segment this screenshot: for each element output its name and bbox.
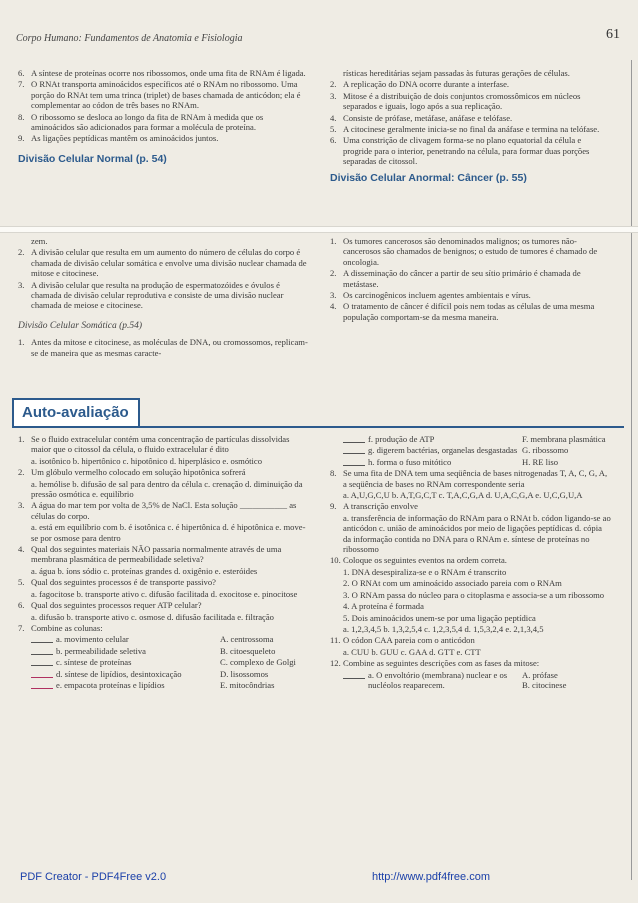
item-text: 5. Dois aminoácidos unem-se por uma ligação peptídica bbox=[343, 612, 536, 623]
footer-url[interactable]: http://www.pdf4free.com bbox=[372, 871, 490, 883]
item-number bbox=[330, 601, 343, 611]
list-item bbox=[18, 337, 308, 358]
match-left: e. empacota proteínas e lipídios bbox=[56, 679, 165, 690]
item-number: 9. bbox=[330, 501, 337, 512]
item-number: 5. bbox=[330, 124, 337, 135]
answer-blank[interactable] bbox=[31, 680, 53, 689]
match-right: C. complexo de Golgi bbox=[220, 657, 296, 668]
item-text: As ligações peptídicas mantêm os aminoácidos juntos. bbox=[31, 133, 219, 144]
list-item bbox=[18, 623, 310, 633]
item-number bbox=[18, 589, 31, 599]
item-number bbox=[330, 68, 343, 78]
match-right: E. mitocôndrias bbox=[220, 679, 275, 690]
top-left-column bbox=[18, 68, 308, 164]
item-text: A citocinese geralmente inicia-se no final da anáfase e termina na telófase. bbox=[343, 124, 600, 135]
list-item bbox=[18, 589, 310, 599]
match-left: f. produção de ATP bbox=[368, 434, 435, 444]
list-item bbox=[330, 613, 612, 623]
item-number bbox=[330, 490, 343, 500]
list-item bbox=[18, 247, 308, 278]
list-item bbox=[18, 479, 310, 500]
quiz-left-column bbox=[18, 434, 310, 691]
list-item bbox=[330, 658, 612, 668]
item-number bbox=[330, 567, 343, 577]
q12-options: A. prófase B. citocinese bbox=[522, 669, 567, 690]
list-item bbox=[330, 555, 612, 565]
normal-division-column bbox=[18, 236, 308, 359]
item-text: a. A,U,G,C,U b. A,T,G,C,T c. T,A,C,G,A d. U,A,C,G,A e. U,C,G,U,A bbox=[343, 490, 583, 501]
item-text: O ribossomo se desloca ao longo da fita de RNAm à medida que os aminoácidos são adicionados para formar a molécula de proteína. bbox=[31, 111, 264, 133]
list-item bbox=[18, 456, 310, 466]
item-text: A divisão celular que resulta na produção de espermatozóides e óvulos é chamada de divisão celular reprodutiva e consiste de uma divisão nuclear chamada de meiose e citocinese. bbox=[31, 279, 284, 311]
item-text: Um glóbulo vermelho colocado em solução hipotônica sofrerá bbox=[31, 467, 246, 478]
item-number bbox=[18, 522, 31, 543]
item-text: Consiste de prófase, metáfase, anáfase e telófase. bbox=[343, 112, 513, 123]
list-item bbox=[18, 112, 308, 133]
item-text: Os carcinogênicos incluem agentes ambientais e vírus. bbox=[343, 290, 531, 301]
item-number bbox=[18, 612, 31, 622]
match-left: c. síntese de proteínas bbox=[56, 657, 132, 668]
list-item bbox=[330, 647, 612, 657]
list-item bbox=[330, 513, 612, 555]
match-row bbox=[31, 657, 310, 667]
item-text: 4. A proteína é formada bbox=[343, 601, 424, 612]
match-right: F. membrana plasmática bbox=[522, 434, 606, 444]
answer-blank[interactable] bbox=[343, 457, 365, 466]
item-text: a. transferência de informação do RNAm para o RNAt b. códon ligando-se ao anticódon c. união de aminoácidos por meio de ligações peptídicas d. cópia da informação contida no DNA para o RNAm e. síntese de proteínas no ribossomo bbox=[343, 512, 611, 555]
item-text: 3. O RNAm passa do núcleo para o citoplasma e associa-se a um ribossomo bbox=[343, 589, 605, 600]
item-number: 2. bbox=[18, 247, 25, 258]
list-item bbox=[330, 501, 612, 511]
item-number: 2. bbox=[330, 79, 337, 90]
item-number: 6. bbox=[18, 600, 25, 611]
match-row bbox=[343, 434, 612, 444]
item-text: A disseminação do câncer a partir de seu sítio primário é chamada de metástase. bbox=[343, 268, 581, 289]
answer-blank[interactable] bbox=[31, 634, 53, 643]
match-row bbox=[343, 445, 612, 455]
item-text: 1. DNA desespiraliza-se e o RNAm é transcrito bbox=[343, 566, 507, 577]
match-left: g. digerem bactérias, organelas desgastadas bbox=[368, 445, 518, 456]
list-item bbox=[330, 490, 612, 500]
match-right: H. RE liso bbox=[522, 456, 559, 467]
somatic-list bbox=[18, 337, 308, 358]
answer-blank[interactable] bbox=[343, 445, 365, 454]
footer-creator: PDF Creator - PDF4Free v2.0 bbox=[20, 871, 167, 883]
list-item bbox=[18, 522, 310, 543]
list-item bbox=[330, 135, 610, 166]
list-item bbox=[18, 500, 310, 521]
answer-blank[interactable] bbox=[31, 657, 53, 666]
list-item bbox=[330, 578, 612, 588]
match-left: a. movimento celular bbox=[56, 634, 129, 645]
item-number: 4. bbox=[330, 301, 337, 312]
item-text: a. 1,2,3,4,5 b. 1,3,2,5,4 c. 1,2,3,5,4 d. 1,5,3,2,4 e. 2,1,3,4,5 bbox=[343, 623, 544, 634]
item-number: 9. bbox=[18, 133, 25, 144]
item-text: Combine as colunas: bbox=[31, 622, 103, 633]
item-number: 1. bbox=[18, 434, 25, 444]
item-text: Combine as seguintes descrições com as fases da mitose: bbox=[343, 658, 540, 669]
list-item bbox=[330, 91, 610, 112]
page-splice-strip bbox=[0, 226, 638, 233]
item-number: 3. bbox=[18, 279, 25, 290]
list-item bbox=[18, 577, 310, 587]
item-number: 5. bbox=[18, 577, 25, 588]
list-item bbox=[18, 68, 308, 78]
item-number bbox=[18, 479, 31, 500]
list-item bbox=[330, 468, 612, 489]
item-text: Os tumores cancerosos são denominados malignos; os tumores não-cancerosos são chamados de benignos; o estudo de tumores é chamado de oncologia. bbox=[343, 236, 598, 267]
item-text: A divisão celular que resulta em um aumento do número de células do corpo é chamada de divisão celular somática e envolve uma divisão nuclear chamada de mitose e citocinese. bbox=[31, 247, 307, 279]
match-row bbox=[343, 457, 612, 467]
item-number: 8. bbox=[18, 111, 25, 122]
match-right-list bbox=[343, 434, 612, 467]
section-auto-title: Auto-avaliação bbox=[12, 398, 140, 428]
answer-blank[interactable] bbox=[343, 434, 365, 443]
item-number bbox=[18, 236, 31, 246]
item-number: 6. bbox=[18, 68, 25, 78]
item-text: a. CUU b. GUU c. GAA d. GTT e. CTT bbox=[343, 646, 481, 657]
item-number bbox=[18, 566, 31, 576]
answer-blank[interactable] bbox=[343, 670, 365, 679]
item-number bbox=[330, 590, 343, 600]
top-right-column bbox=[330, 68, 610, 183]
list-item bbox=[330, 590, 612, 600]
item-text: A replicação do DNA ocorre durante a interfase. bbox=[343, 79, 510, 90]
item-text: Qual dos seguintes processos requer ATP celular? bbox=[31, 600, 202, 611]
list-item bbox=[18, 133, 308, 143]
item-text: a. difusão b. transporte ativo c. osmose d. difusão facilitada e. filtração bbox=[31, 611, 274, 622]
match-row bbox=[31, 646, 310, 656]
item-number bbox=[330, 613, 343, 623]
list-item bbox=[18, 79, 308, 110]
list-item bbox=[18, 236, 308, 246]
page-number: 61 bbox=[606, 27, 620, 42]
item-text: rísticas hereditárias sejam passadas às futuras gerações de células. bbox=[343, 68, 570, 78]
list-item bbox=[330, 290, 610, 300]
normal-list bbox=[18, 236, 308, 311]
item-text: Antes da mitose e citocinese, as moléculas de DNA, ou cromossomos, replicam-se de maneira que as mesmas caracte- bbox=[31, 337, 308, 358]
list-item bbox=[18, 566, 310, 576]
item-text: Se uma fita de DNA tem uma seqüência de bases nitrogenadas T, A, C, G, A, a seqüência de bases no RNAm correspondente seria bbox=[343, 468, 608, 489]
list-item bbox=[330, 68, 610, 78]
list-item bbox=[18, 600, 310, 610]
item-number: 6. bbox=[330, 135, 337, 146]
section-somatic-title: Divisão Celular Somática (p.54) bbox=[18, 320, 143, 331]
match-right: G. ribossomo bbox=[522, 445, 569, 456]
match-row bbox=[31, 669, 310, 679]
list-item bbox=[330, 268, 610, 289]
item-text: a. está em equilíbrio com b. é isotônica c. é hipertônica d. é hipotônica e. move-se por osmose para dentro bbox=[31, 522, 306, 543]
list-item bbox=[330, 124, 610, 134]
item-text: A síntese de proteínas ocorre nos ribossomos, onde uma fita de RNAm é ligada. bbox=[31, 68, 306, 78]
item-number: 4. bbox=[18, 544, 25, 555]
item-number: 7. bbox=[18, 79, 25, 90]
item-text: Mitose é a distribuição de dois conjuntos cromossômicos em núcleos separados e iguais, logo após a sua replicação. bbox=[343, 90, 581, 112]
match-left: d. síntese de lipídios, desintoxicação bbox=[56, 668, 182, 679]
top-left-list bbox=[18, 68, 308, 144]
item-text: O códon CAA pareia com o anticódon bbox=[343, 635, 475, 646]
item-text: 2. O RNAt com um aminoácido associado pareia com o RNAm bbox=[343, 578, 562, 589]
item-number bbox=[330, 647, 343, 657]
item-number: 11. bbox=[330, 635, 341, 646]
item-number: 3. bbox=[330, 290, 337, 301]
item-number bbox=[330, 578, 343, 588]
list-item bbox=[18, 467, 310, 477]
q12-desc: a. O envoltório (membrana) nuclear e os nucléolos reaparecem. bbox=[368, 669, 508, 690]
match-right: A. centrossoma bbox=[220, 634, 274, 645]
item-number bbox=[330, 513, 343, 555]
item-text: O RNAt transporta aminoácidos específicos até o RNAm no ribossomo. Uma porção do RNAt tem uma trinca (triplet) de bases chamada de anticódon; ela é complementar ao códon de três bases no RNAm. bbox=[31, 79, 301, 111]
item-number bbox=[18, 456, 31, 466]
match-row bbox=[31, 634, 310, 644]
match-left: h. forma o fuso mitótico bbox=[368, 456, 452, 467]
list-item bbox=[18, 280, 308, 311]
item-text: Uma constrição de clivagem forma-se no plano equatorial da célula e progride para o interior, penetrando na célula, para formar duas porções separadas de citossol. bbox=[343, 135, 590, 167]
item-number: 1. bbox=[330, 236, 337, 246]
list-item bbox=[330, 601, 612, 611]
item-text: Qual dos seguintes materiais NÃO passaria normalmente através de uma membrana plasmática de permeabilidade seletiva? bbox=[31, 544, 282, 565]
page-edge-line bbox=[631, 60, 632, 880]
item-number: 8. bbox=[330, 468, 337, 479]
item-number: 2. bbox=[330, 268, 337, 279]
item-text: zem. bbox=[31, 236, 48, 246]
item-text: a. hemólise b. difusão de sal para dentro da célula c. crenação d. diminuição da pressão osmótica e. equilíbrio bbox=[31, 478, 303, 500]
item-number: 2. bbox=[18, 467, 25, 478]
item-text: a. água b. íons sódio c. proteínas grandes d. oxigênio e. esteróides bbox=[31, 565, 258, 576]
list-item bbox=[330, 301, 610, 322]
item-text: a. fagocitose b. transporte ativo c. difusão facilitada d. exocitose e. pinocitose bbox=[31, 588, 298, 599]
abnormal-list bbox=[330, 236, 610, 322]
abnormal-division-column bbox=[330, 236, 610, 323]
item-number: 1. bbox=[18, 337, 25, 348]
item-text: A água do mar tem por volta de 3,5% de NaCl. Esta solução ___________ as células do corpo. bbox=[31, 500, 297, 521]
item-number: 10. bbox=[330, 555, 341, 566]
item-text: Qual dos seguintes processos é de transporte passivo? bbox=[31, 577, 216, 588]
list-item bbox=[330, 567, 612, 577]
match-right: D. lisossomos bbox=[220, 668, 269, 679]
quiz-left-list bbox=[18, 434, 310, 633]
answer-blank[interactable] bbox=[31, 646, 53, 655]
q12-match bbox=[343, 670, 612, 691]
match-row bbox=[31, 680, 310, 690]
item-text: Coloque os seguintes eventos na ordem correta. bbox=[343, 555, 507, 566]
top-right-list bbox=[330, 68, 610, 167]
list-item bbox=[330, 624, 612, 634]
item-number: 3. bbox=[18, 500, 25, 511]
list-item bbox=[330, 236, 610, 267]
item-number: 7. bbox=[18, 622, 25, 633]
running-header: Corpo Humano: Fundamentos de Anatomia e Fisiologia bbox=[16, 33, 243, 44]
quiz-right-list bbox=[330, 468, 612, 668]
item-number: 4. bbox=[330, 112, 337, 123]
match-list bbox=[31, 634, 310, 690]
list-item bbox=[18, 544, 310, 565]
match-left: b. permeabilidade seletiva bbox=[56, 645, 146, 656]
answer-blank[interactable] bbox=[31, 669, 53, 678]
section-abnormal-title: Divisão Celular Anormal: Câncer (p. 55) bbox=[330, 171, 527, 184]
list-item bbox=[18, 612, 310, 622]
auto-underline bbox=[12, 426, 624, 428]
quiz-right-column bbox=[330, 434, 612, 690]
section-normal-title: Divisão Celular Normal (p. 54) bbox=[18, 152, 167, 165]
list-item bbox=[330, 113, 610, 123]
list-item bbox=[18, 434, 310, 455]
match-right: B. citoesqueleto bbox=[220, 645, 276, 656]
item-text: A transcrição envolve bbox=[343, 501, 418, 512]
item-number: 3. bbox=[330, 90, 337, 101]
item-text: O tratamento de câncer é difícil pois nem todas as células de uma mesma população comportam-se da mesma maneira. bbox=[343, 301, 595, 322]
item-number bbox=[330, 624, 343, 634]
item-text: Se o fluido extracelular contém uma concentração de partículas dissolvidas maior que o citossol da célula, o fluido extracelular é dito bbox=[31, 434, 290, 455]
list-item bbox=[330, 635, 612, 645]
item-number: 12. bbox=[330, 658, 341, 669]
list-item bbox=[330, 79, 610, 89]
item-text: a. isotônico b. hipertônico c. hipotônico d. hiperplásico e. osmótico bbox=[31, 455, 263, 466]
